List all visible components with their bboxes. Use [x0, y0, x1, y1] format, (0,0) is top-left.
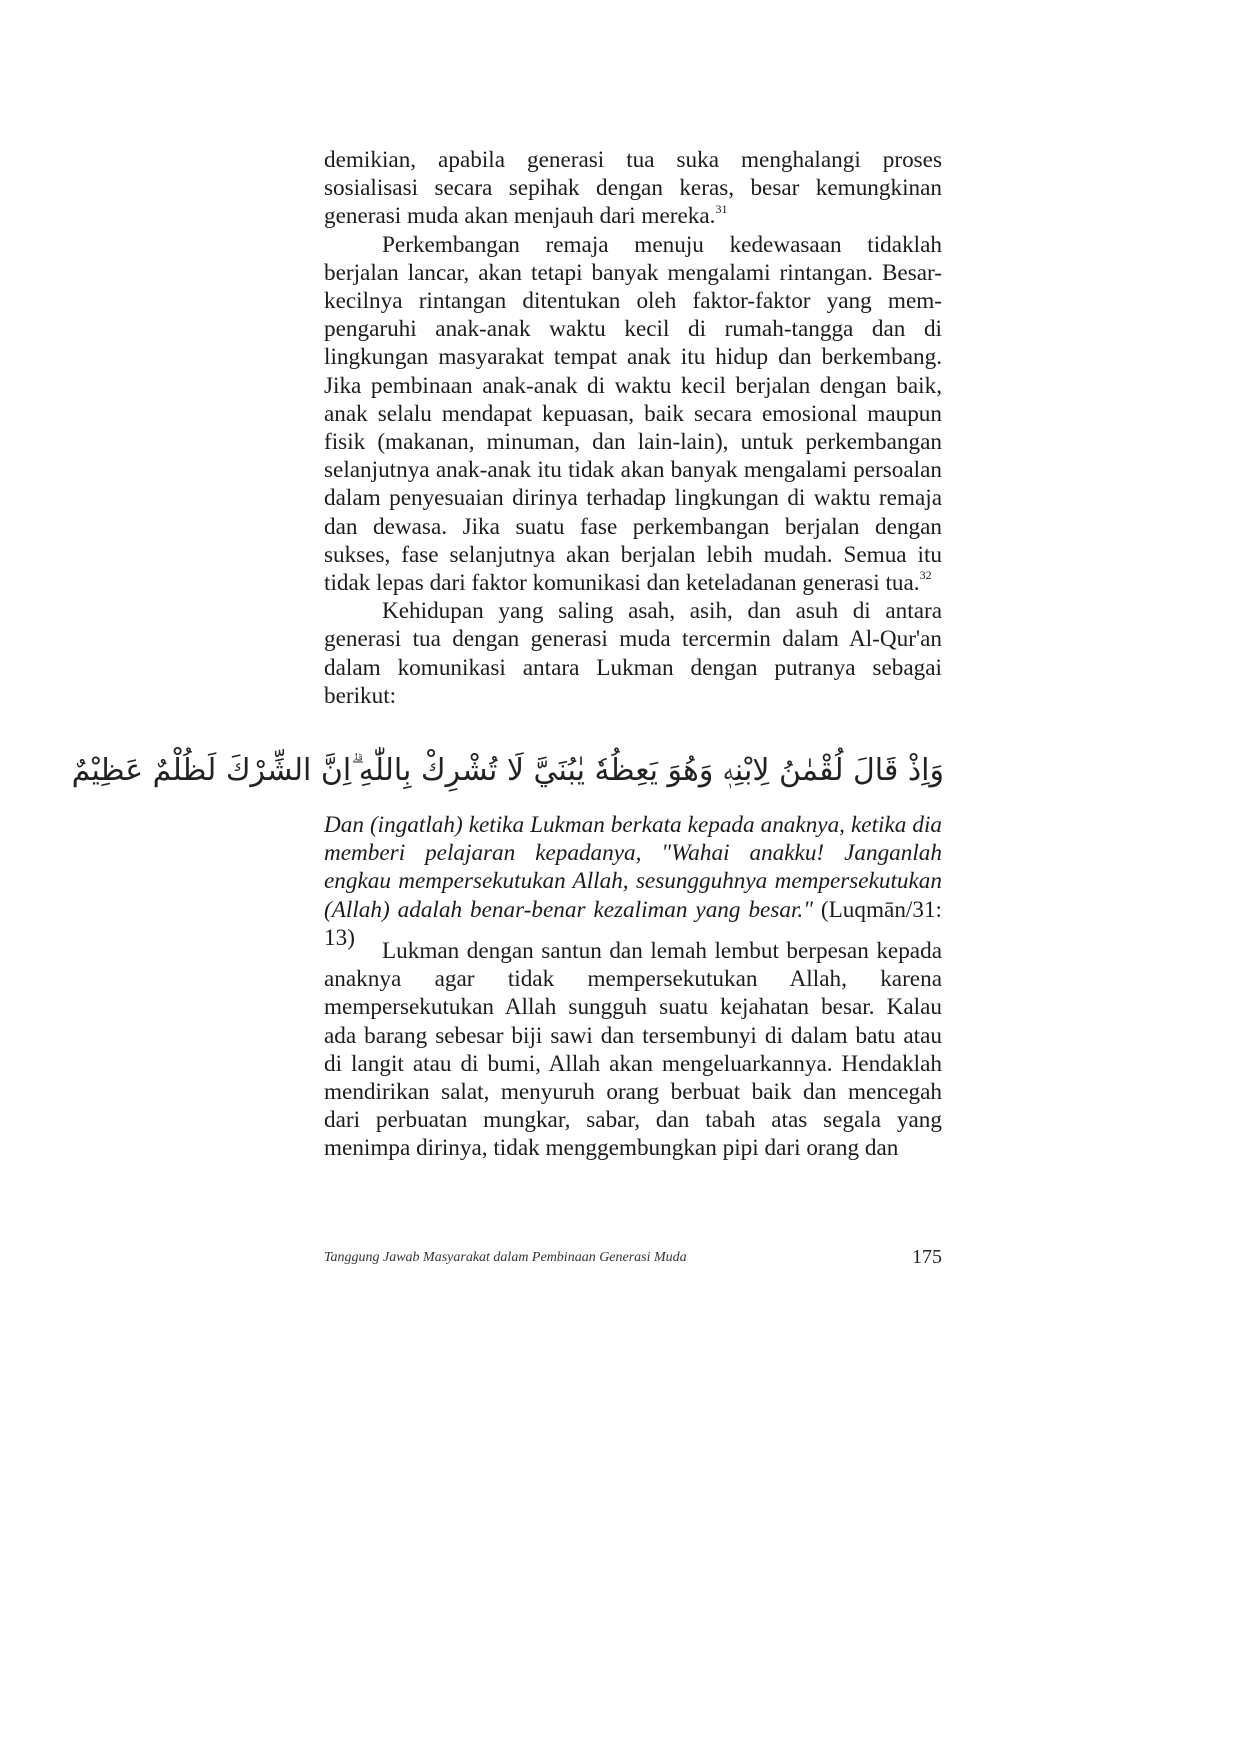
translation-text: Dan (ingatlah) ketika Lukman berkata kepada anaknya, ketika dia memberi pelajaran kepadanya, "Wahai anakku! Janganlah engkau mempersekutukan Allah, sesungguhnya mempersekutukan (Allah) adalah benar-benar kezaliman yang besar."	[324, 812, 942, 923]
body-text-top	[324, 146, 942, 710]
running-footer-title: Tanggung Jawab Masyarakat dalam Pembinaan Generasi Muda	[324, 1250, 687, 1265]
paragraph: Lukman dengan santun dan lemah lembut berpesan kepada anaknya agar tidak mempersekutukan Allah, karena mempersekutukan Allah sungguh suatu kejahatan besar. Kalau ada barang sebesar biji sawi dan tersembunyi di dalam batu atau di langit atau di bumi, Allah akan mengeluarkannya. Hendaklah mendirikan salat, menyuruh orang berbuat baik dan mencegah dari perbuatan mungkar, sabar, dan tabah atas segala yang menimpa dirinya, tidak menggembungkan pipi dari orang dan	[324, 938, 942, 1162]
paragraph: Perkembangan remaja menuju kedewasaan tidaklah berjalan lancar, akan tetapi banyak mengalami rintangan. Besar-kecilnya rintangan ditentukan oleh faktor-faktor yang mem-pengaruhi anak-anak waktu kecil di rumah-tangga dan di lingkungan masyarakat tempat anak itu hidup dan berkembang. Jika pembinaan anak-anak di waktu kecil berjalan dengan baik, anak selalu mendapat kepuasan, baik secara emosional maupun fisik (makanan, minuman, dan lain-lain), untuk perkembangan selanjutnya anak-anak itu tidak akan banyak mengalami persoalan dalam penyesuaian dirinya terhadap lingkungan di waktu remaja dan dewasa. Jika suatu fase perkembangan berjalan dengan sukses, fase selanjutnya akan berjalan lebih mudah. Semua itu tidak lepas dari faktor komunikasi dan keteladanan generasi tua.$^{32}$	[324, 231, 942, 597]
verse-translation	[324, 811, 942, 952]
body-text-bottom	[324, 937, 942, 1163]
page-footer	[324, 1246, 942, 1270]
verse-reference: (Luqmān/31: 13)	[324, 896, 942, 951]
quran-verse-arabic: وَاِذْ قَالَ لُقْمٰنُ لِابْنِهٖ وَهُوَ يَعِظُهٗ يٰبُنَيَّ لَا تُشْرِكْ بِاللّٰهِ ۗاِنَّ الشِّرْكَ لَظُلْمٌ عَظِيْمٌ	[71, 753, 944, 788]
footnote-marker[interactable]: 31	[715, 201, 728, 216]
page-number: 175	[912, 1246, 942, 1268]
footnote-marker[interactable]: 32	[919, 568, 932, 583]
paragraph: Kehidupan yang saling asah, asih, dan asuh di antara generasi tua dengan generasi muda tercermin dalam Al-Qur'an dalam komunikasi antara Lukman dengan putranya sebagai berikut:	[324, 598, 942, 709]
paragraph-continuation: demikian, apabila generasi tua suka menghalangi proses sosialisasi secara sepihak dengan keras, besar kemungkinan generasi muda akan menjauh dari mereka.$^{31}$	[324, 147, 942, 230]
